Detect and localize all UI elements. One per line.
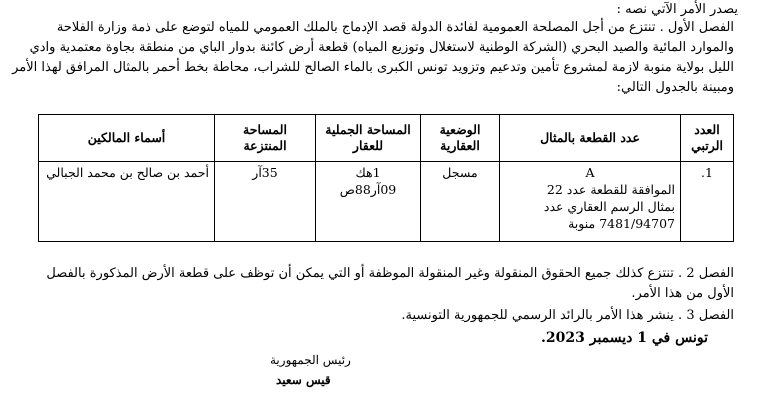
article2-line1: الفصل 2 . تنتزع كذلك جميع الحقوق المنقولة وغير المنقولة الموظفة أو التي يمكن أن توظف على قطعة الأرض المذكورة بالفصل xyxy=(46,266,734,281)
cell-status: مسجل xyxy=(421,162,500,242)
land-table xyxy=(38,114,734,242)
decree-intro: يصدر الأمر الآتي نصه : xyxy=(616,2,738,17)
table-header-row xyxy=(39,115,734,162)
header-total-area: المساحة الجملية للعقار xyxy=(316,115,421,162)
header-parcel: عدد القطعة بالمثال xyxy=(500,115,681,162)
signature-name: قيس سعيد xyxy=(276,373,331,387)
cell-parcel xyxy=(500,162,681,242)
cell-total-area xyxy=(316,162,421,242)
parcel-id: A xyxy=(585,165,595,180)
cell-expropriated-area: 35آر xyxy=(215,162,316,242)
signature-title: رئيس الجمهورية xyxy=(270,353,351,367)
header-status: الوضعية العقارية xyxy=(421,115,500,162)
article3: الفصل 3 . ينشر هذا الأمر بالرائد الرسمي للجمهورية التونسية. xyxy=(401,308,734,323)
article2-line2: الأول من هذا الأمر. xyxy=(631,286,734,301)
total-area-line2: 09آر88ص xyxy=(339,182,397,197)
parcel-line3: بمثال الرسم العقاري عدد xyxy=(543,199,675,214)
parcel-line2: الموافقة للقطعة عدد 22 xyxy=(546,182,675,197)
article1-line1: الفصل الأول . تنتزع من أجل المصلحة العمومية لفائدة الدولة قصد الإدماج بالملك العمومي للمياه لتوضع على ذمة وزارة الفلاحة xyxy=(56,20,734,35)
header-number: العدد الرتبي xyxy=(681,115,734,162)
header-owners: أسماء المالكين xyxy=(39,115,215,162)
article1-line2: والموارد المائية والصيد البحري (الشركة الوطنية لاستغلال وتوزيع المياه) قطعة أرض كائنة بدوار الباي من منطقة بجاوة معتمدية وادي xyxy=(29,40,734,55)
parcel-line4: 7481/94707 منوبة xyxy=(568,216,675,231)
decree-date: تونس في 1 ديسمبر 2023. xyxy=(541,330,708,346)
cell-number: 1. xyxy=(681,162,734,242)
article1-line3: الليل بولاية منوبة لازمة لمشروع تأمين وتدعيم وتزويد تونس الكبرى بالماء الصالح للشراب، محاطة بخط أحمر بالمثال المرافق لهذا الأمر xyxy=(12,60,734,75)
table-row xyxy=(39,162,734,242)
header-expropriated-area: المساحة المنتزعة xyxy=(215,115,316,162)
cell-owner: أحمد بن صالح بن محمد الجبالي xyxy=(39,162,215,242)
total-area-line1: 1هك xyxy=(355,165,381,180)
article1-line4: ومبينة بالجدول التالي: xyxy=(616,80,734,95)
